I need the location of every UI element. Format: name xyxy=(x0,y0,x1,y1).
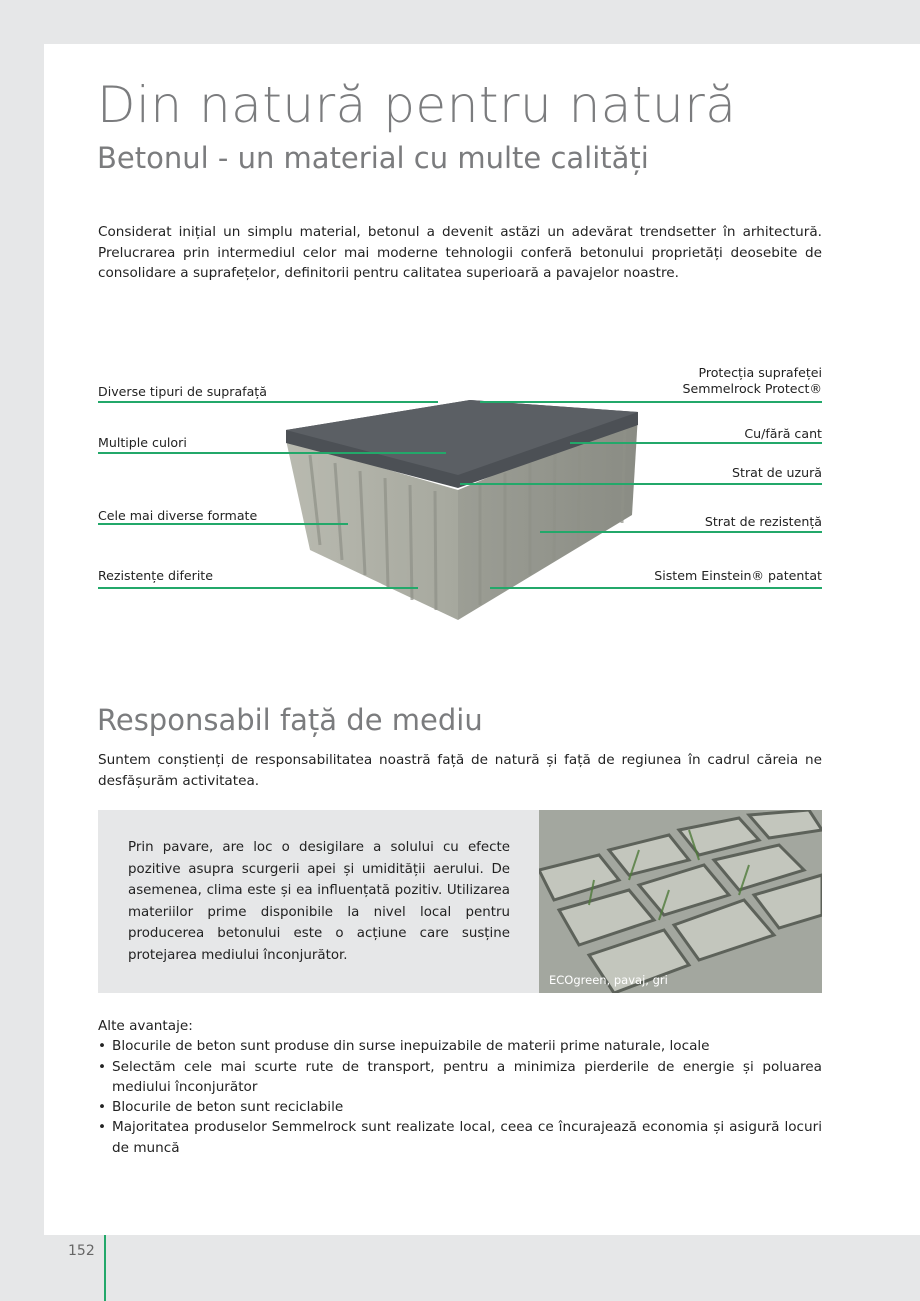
leader-line xyxy=(490,587,822,589)
page-subtitle: Betonul - un material cu multe calități xyxy=(97,141,649,175)
label-surface-protection: Protecția suprafeței xyxy=(698,365,822,380)
list-item: • Blocurile de beton sunt produse din surse inepuizabile de materii prime naturale, locale xyxy=(98,1036,822,1056)
paver-block-illustration xyxy=(280,395,645,625)
advantages-list xyxy=(98,1016,822,1158)
label-surface-types: Diverse tipuri de suprafață xyxy=(98,384,267,399)
page-title: Din natură pentru natură xyxy=(97,76,737,134)
label-resistances: Rezistențe diferite xyxy=(98,568,213,583)
leader-line xyxy=(98,452,446,454)
leader-line xyxy=(98,587,418,589)
label-colors: Multiple culori xyxy=(98,435,187,450)
leader-line xyxy=(98,523,348,525)
leader-line xyxy=(98,401,438,403)
page-number-divider xyxy=(104,1235,106,1301)
list-item: • Selectăm cele mai scurte rute de transport, pentru a minimiza pierderile de energie și poluarea mediului înconjurător xyxy=(98,1057,822,1098)
leader-line xyxy=(540,531,822,533)
leader-line xyxy=(460,483,822,485)
list-title: Alte avantaje: xyxy=(98,1018,193,1034)
label-formats: Cele mai diverse formate xyxy=(98,508,258,523)
section-intro: Suntem conștienți de responsabilitatea noastră față de natură și față de regiunea în cadrul căreia ne desfășurăm activitatea. xyxy=(98,752,822,789)
label-wear-layer: Strat de uzură xyxy=(732,465,822,480)
list-item: • Majoritatea produselor Semmelrock sunt realizate local, ceea ce încurajează economia și asigură locuri de muncă xyxy=(98,1117,822,1158)
label-strength-layer: Strat de rezistență xyxy=(704,514,822,529)
leader-line xyxy=(570,442,822,444)
label-einstein-system: Sistem Einstein® patentat xyxy=(654,568,822,583)
page-number: 152 xyxy=(68,1243,95,1259)
intro-paragraph: Considerat inițial un simplu material, betonul a devenit astăzi un adevărat trendsetter în arhitectură. Prelucrarea prin intermediul celor mai moderne tehnologii conferă betonului proprietăți deosebite de consolidare a suprafețelor, definitorii pentru calitatea superioară a pavajelor noastre. xyxy=(98,224,822,281)
list-item: • Blocurile de beton sunt reciclabile xyxy=(98,1097,822,1117)
label-bevel: Cu/fără cant xyxy=(744,426,822,441)
info-box xyxy=(98,810,539,993)
photo-caption: ECOgreen, pavaj, gri xyxy=(549,973,668,987)
section-heading: Responsabil față de mediu xyxy=(97,703,483,737)
info-box-text: Prin pavare, are loc o desigilare a solului cu efecte pozitive asupra scurgerii apei și umidității aerului. De asemenea, clima este și ea influențată pozitiv. Utilizarea materiilor prime disponibile la nivel local pentru producerea betonului este o acțiune care susține protejarea mediului înconjurător. xyxy=(128,840,510,963)
label-semmelrock-protect: Semmelrock Protect® xyxy=(682,381,822,396)
grass-paver-image xyxy=(539,810,822,993)
leader-line xyxy=(480,401,822,403)
ecogreen-photo xyxy=(539,810,822,993)
